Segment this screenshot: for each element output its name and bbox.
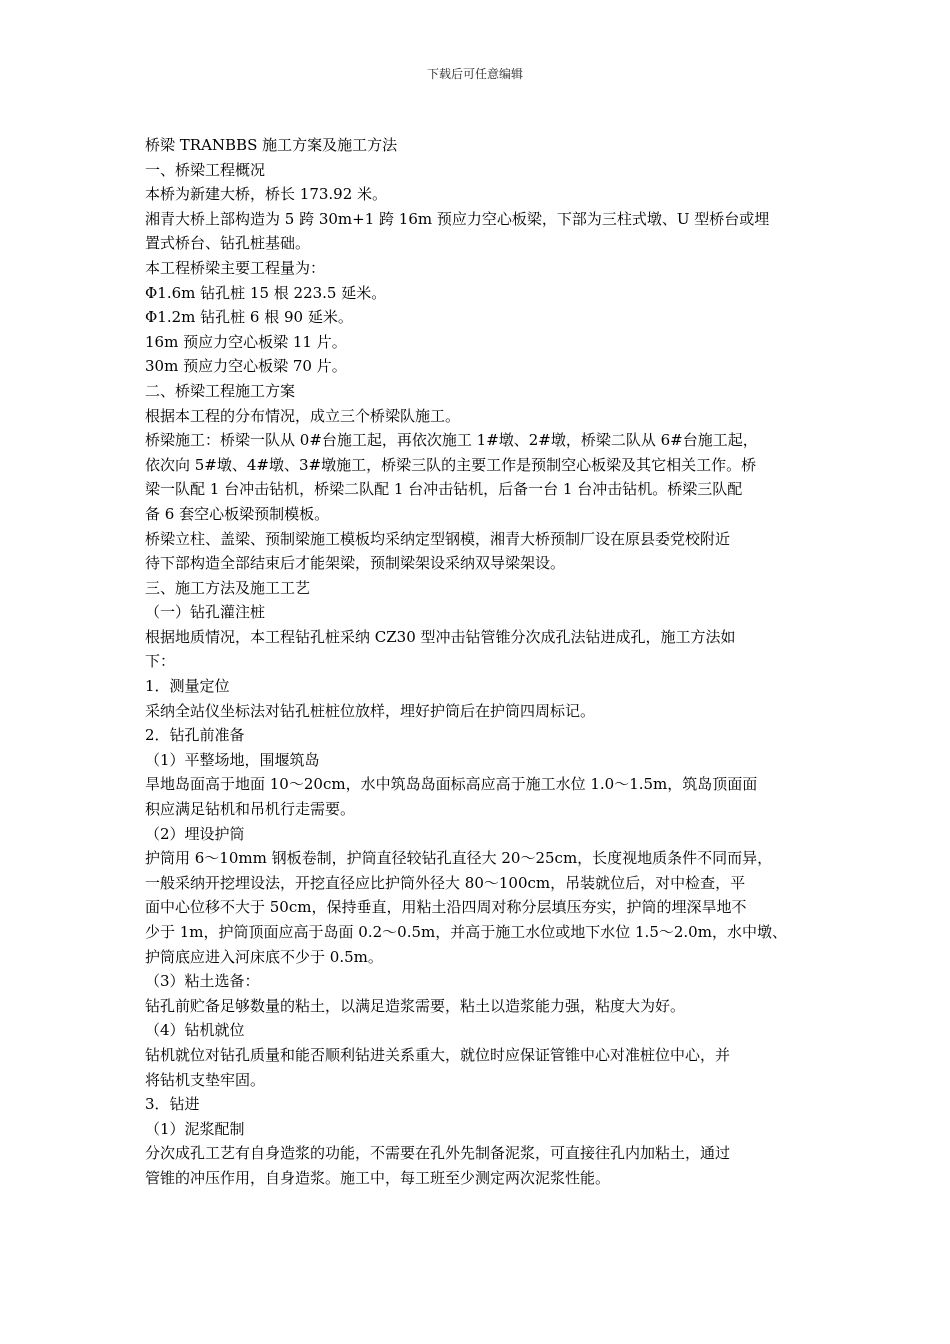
document-line: 待下部构造全部结束后才能架梁，预制梁架设采纳双导梁架设。: [145, 554, 566, 573]
document-line: 本桥为新建大桥，桥长 173.92 米。: [145, 185, 388, 204]
document-line: （3）粘土选备：: [145, 972, 260, 991]
document-line: 30m 预应力空心板梁 70 片。: [145, 357, 347, 376]
document-line: 采纳全站仪坐标法对钻孔桩桩位放样，埋好护筒后在护筒四周标记。: [145, 701, 596, 720]
document-line: （1）泥浆配制: [145, 1119, 245, 1138]
document-line: 少于 1m，护筒顶面应高于岛面 0.2～0.5m，并高于施工水位或地下水位 1.5～2.0m，水中墩、: [145, 923, 787, 941]
document-line: （1）平整场地，围堰筑岛: [145, 750, 320, 769]
document-line: 护筒底应进入河床底不少于 0.5m。: [145, 947, 383, 966]
document-line: 下：: [145, 652, 176, 671]
document-line: 积应满足钻机和吊机行走需要。: [145, 800, 356, 819]
document-line: 管锥的冲压作用，自身造浆。施工中，每工班至少测定两次泥浆性能。: [145, 1168, 611, 1187]
document-line: （2）埋设护筒: [145, 824, 245, 843]
document-line: 分次成孔工艺有自身造浆的功能，不需要在孔外先制备泥浆，可直接往孔内加粘土，通过: [145, 1144, 731, 1163]
document-line: 3．钻进: [145, 1095, 200, 1114]
document-body: [145, 133, 821, 1191]
document-line: Φ1.2m 钻孔桩 6 根 90 延米。: [145, 308, 353, 327]
document-line: （4）钻机就位: [145, 1021, 245, 1040]
document-line: 16m 预应力空心板梁 11 片。: [145, 332, 347, 351]
document-line: 护筒用 6～10mm 钢板卷制，护筒直径较钻孔直径大 20～25cm，长度视地质条件不同而异，: [145, 849, 773, 868]
document-line: 依次向 5#墩、4#墩、3#墩施工，桥梁三队的主要工作是预制空心板梁及其它相关工作。桥: [145, 455, 757, 474]
document-line: （一）钻孔灌注桩: [145, 603, 266, 622]
document-line: 湘青大桥上部构造为 5 跨 30m+1 跨 16m 预应力空心板梁，下部为三柱式墩、U 型桥台或埋: [145, 209, 770, 228]
document-line: 一、桥梁工程概况: [145, 160, 266, 179]
document-line: 置式桥台、钻孔桩基础。: [145, 234, 311, 253]
document-line: 梁一队配 1 台冲击钻机，桥梁二队配 1 台冲击钻机，后备一台 1 台冲击钻机。桥梁三队配: [145, 480, 743, 499]
document-line: 将钻机支垫牢固。: [145, 1070, 266, 1089]
page-header-note: 下载后可任意编辑: [426, 67, 523, 81]
document-line: 根据本工程的分布情况，成立三个桥梁队施工。: [145, 406, 461, 425]
document-line: 桥梁 TRANBBS 施工方案及施工方法: [145, 136, 398, 154]
document-line: 一般采纳开挖埋设法，开挖直径应比护筒外径大 80～100cm，吊装就位后，对中检查，平: [145, 873, 746, 892]
document-line: 桥梁施工：桥梁一队从 0#台施工起，再依次施工 1#墩、2#墩，桥梁二队从 6#台施工起，: [145, 431, 758, 450]
document-line: 2．钻孔前准备: [145, 726, 245, 745]
document-line: 本工程桥梁主要工程量为：: [145, 258, 326, 277]
document-line: 钻机就位对钻孔质量和能否顺利钻进关系重大，就位时应保证管锥中心对准桩位中心，并: [145, 1045, 731, 1064]
document-line: 备 6 套空心板梁预制模板。: [145, 504, 330, 523]
document-line: 钻孔前贮备足够数量的粘土，以满足造浆需要，粘土以造浆能力强，粘度大为好。: [145, 996, 686, 1015]
document-line: 1．测量定位: [145, 677, 230, 696]
document-line: 桥梁立柱、盖梁、预制梁施工模板均采纳定型钢模，湘青大桥预制厂设在原县委党校附近: [145, 529, 731, 548]
document-line: 根据地质情况，本工程钻孔桩采纳 CZ30 型冲击钻管锥分次成孔法钻进成孔，施工方法如: [145, 627, 736, 646]
document-line: Φ1.6m 钻孔桩 15 根 223.5 延米。: [145, 283, 387, 302]
document-line: 二、桥梁工程施工方案: [145, 381, 296, 400]
document-line: 旱地岛面高于地面 10～20cm，水中筑岛岛面标高应高于施工水位 1.0～1.5m，筑岛顶面面: [145, 775, 758, 794]
document-line: 面中心位移不大于 50cm，保持垂直，用粘土沿四周对称分层填压夯实，护筒的埋深旱地不: [145, 898, 747, 917]
document-line: 三、施工方法及施工工艺: [145, 578, 311, 597]
